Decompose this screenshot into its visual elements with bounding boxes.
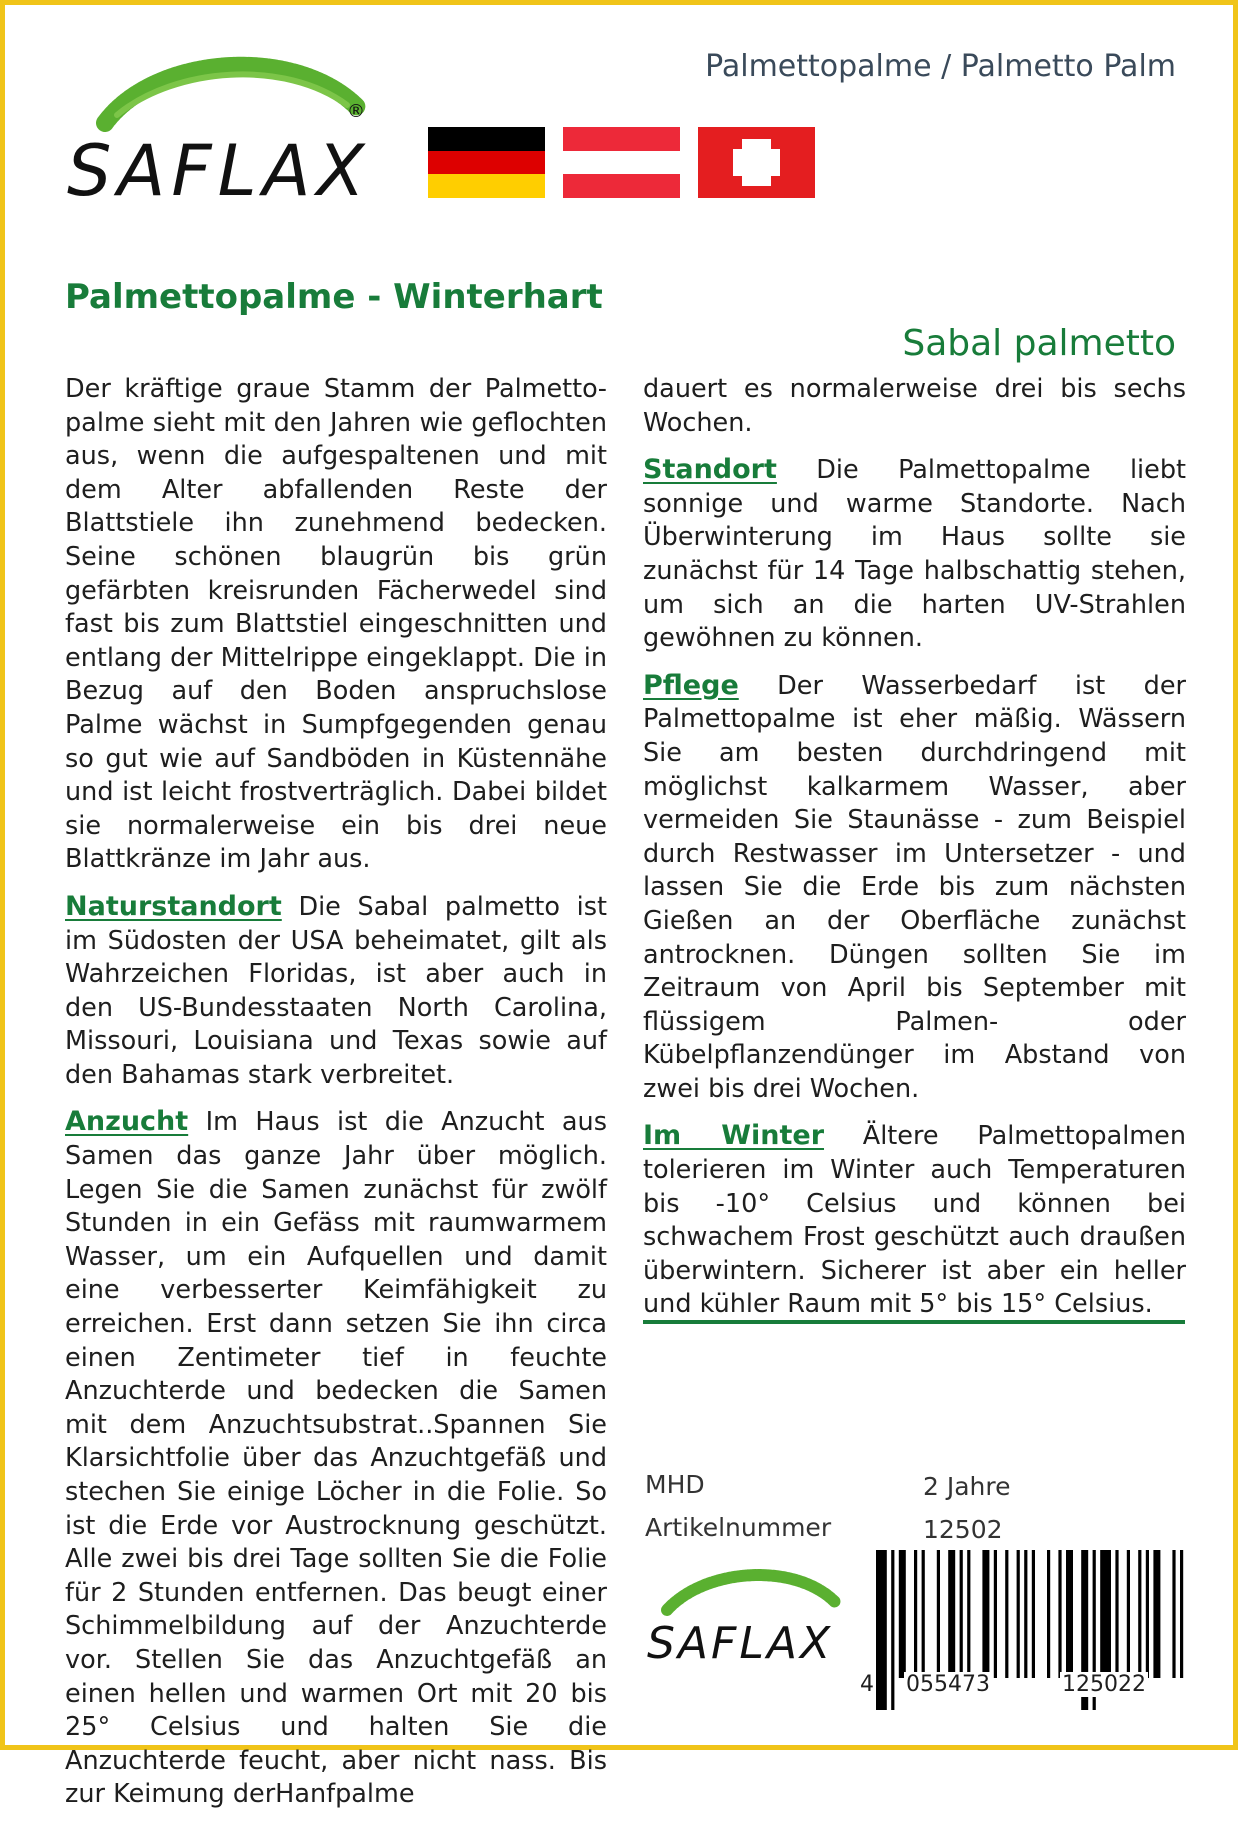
barcode-bar: [960, 1550, 963, 1678]
saflax-logo-small: [645, 1560, 865, 1670]
naturstandort-heading: Naturstandort: [65, 890, 282, 922]
section-divider: [643, 1320, 1185, 1324]
saflax-logo-graphic: [65, 45, 425, 215]
standort-heading: Standort: [643, 454, 777, 486]
barcode-bar: [1066, 1550, 1073, 1678]
pflege-heading: Pflege: [643, 669, 739, 701]
country-flags: [428, 127, 815, 198]
right-column: [643, 373, 1186, 1335]
brand-wordmark: SAFLAX: [67, 130, 371, 212]
winter-text: Ältere Palmettopalmen tolerieren im Winter auch Temperaturen bis -10° Celsius und können bei schwachem Frost geschützt auch draußen überwintern. Sicherer ist aber ein heller und kühler Raum mit 5° bis 15° Celsius.: [643, 1121, 1186, 1320]
barcode-left-group: 055473: [906, 1672, 990, 1697]
winter-heading: Im Winter: [643, 1120, 825, 1152]
austria-flag: [563, 127, 680, 198]
barcode-right-group: 125022: [1062, 1672, 1146, 1697]
switzerland-flag: [698, 127, 815, 198]
naturstandort-text: Die Sabal palmetto ist im Südosten der USA beheimatet, gilt als Wahrzeichen Floridas, ist aber auch in den US-Bundesstaaten North Carolina, Missouri, Louisiana und Texas sowie auf den Bahamas stark verbreitet.: [65, 891, 607, 1090]
germany-flag: [428, 127, 545, 198]
mhd-label: MHD: [645, 1470, 705, 1499]
naturstandort-section: [65, 890, 607, 1093]
article-number-label: Artikelnummer: [645, 1513, 832, 1542]
barcode-bar: [1100, 1550, 1111, 1678]
anzucht-continued: dauert es normalerweise drei bis sechs Wochen.: [643, 374, 1186, 438]
barcode-bar: [1180, 1550, 1183, 1678]
barcode-bar: [994, 1550, 997, 1678]
registered-mark: ®: [347, 101, 365, 122]
barcode-bar: [1127, 1550, 1130, 1678]
anzucht-text: Im Haus ist die Anzucht aus Samen das ganze Jahr über möglich. Legen Sie die Samen zunächst für zwölf Stunden in ein Gefäss mit raumwarmem Wasser, um ein Aufquellen und damit eine verbesserter Keimfähigkeit zu erreichen. Erst dann setzen Sie ihn circa einen Zentimeter tief in feuchte Anzuchterde und bedecken die Samen mit dem Anzuchtsubstrat..Spannen Sie Klarsichtfolie über das Anzuchtgefäß und stechen Sie einige Löcher in die Folie. So ist die Erde vor Austrocknung geschützt. Alle zwei bis drei Tage sollten Sie die Folie für 2 Stunden entfernen. Das beugt einer Schimmelbildung auf der Anzuchterde vor. Stellen Sie das Anzuchtgefäß an einen hellen und warmen Ort mit 20 bis 25° Celsius und halten Sie die Anzuchterde feucht, aber nicht nass. Bis zur Keimung derHanfpalme: [65, 1107, 607, 1810]
barcode-bar: [914, 1550, 917, 1678]
barcode-bar: [1005, 1550, 1008, 1678]
barcode-bar: [948, 1550, 955, 1678]
barcode-bar: [922, 1550, 925, 1678]
barcode-bar: [1138, 1550, 1141, 1678]
standort-section: [643, 453, 1186, 656]
barcode-bar: [1024, 1550, 1027, 1678]
barcode-bar: [1017, 1550, 1020, 1678]
anzucht-section: [65, 1105, 607, 1811]
barcode-bar: [1047, 1550, 1050, 1678]
barcode-bar: [937, 1550, 940, 1678]
article-number-value: 12502: [923, 1515, 1003, 1544]
intro-paragraph: Der kräftige graue Stamm der Palmettopalme sieht mit den Jahren wie geflochten aus, wenn die aufgespaltenen und mit dem Alter abfallenden Reste der Blattstiele ihn zunehmend bedecken. Seine schönen blaugrün bis grün gefärbten kreisrunden Fächerwedel sind fast bis zum Blattstiel eingeschnitten und entlang der Mittelrippe eingeklappt. Die in Bezug auf den Boden anspruchslose Palme wächst in Sumpfgegenden genau so gut wie auf Sandböden in Küstennähe und ist leicht frostverträglich. Dabei bildet sie normalerweise ein bis drei neue Blattkränze im Jahr aus.: [65, 374, 607, 875]
pflege-section: [643, 669, 1186, 1107]
barcode-bar: [1058, 1550, 1061, 1678]
barcode-bar: [982, 1550, 989, 1678]
barcode-bar: [967, 1550, 970, 1678]
anzucht-heading: Anzucht: [65, 1106, 189, 1138]
barcode-bar: [1115, 1550, 1118, 1678]
left-column: [65, 373, 607, 1825]
barcode-bar: [1032, 1550, 1035, 1678]
mhd-value: 2 Jahre: [923, 1472, 1011, 1501]
saflax-logo: [65, 45, 425, 215]
saflax-logo-small-graphic: [645, 1560, 865, 1670]
barcode-first-digit: 4: [860, 1672, 874, 1697]
winter-section: [643, 1119, 1186, 1322]
header-title: Palmettopalme / Palmetto Palm: [705, 49, 1176, 84]
barcode-digits: [860, 1672, 1190, 1702]
product-title: Palmettopalme - Winterhart: [65, 277, 603, 317]
barcode-bar: [1146, 1550, 1149, 1678]
pflege-text: Der Wasserbedarf ist der Palmettopalme ist eher mäßig. Wässern Sie am besten durchdringend mit möglichst kalkarmem Wasser, aber vermeiden Sie Staunässe - zum Beispiel durch Restwasser im Untersetzer - und lassen Sie die Erde bis zum nächsten Gießen an der Oberfläche zunächst antrocknen. Düngen sollten Sie im Zeitraum von April bis September mit flüssigem Palmen- oder Kübelpflanzendünger im Abstand von zwei bis drei Wochen.: [643, 670, 1186, 1104]
standort-text: Die Palmettopalme liebt sonnige und warme Standorte. Nach Überwinterung im Haus sollte sie zunächst für 14 Tage halbschattig stehen, um sich an die harten UV-Strahlen gewöhnen zu können.: [643, 455, 1186, 654]
barcode-bar: [1172, 1550, 1175, 1678]
brand-wordmark-small: SAFLAX: [647, 1618, 834, 1669]
barcode-bar: [899, 1550, 906, 1678]
barcode-bar: [1153, 1550, 1160, 1678]
latin-name: Sabal palmetto: [902, 323, 1176, 364]
